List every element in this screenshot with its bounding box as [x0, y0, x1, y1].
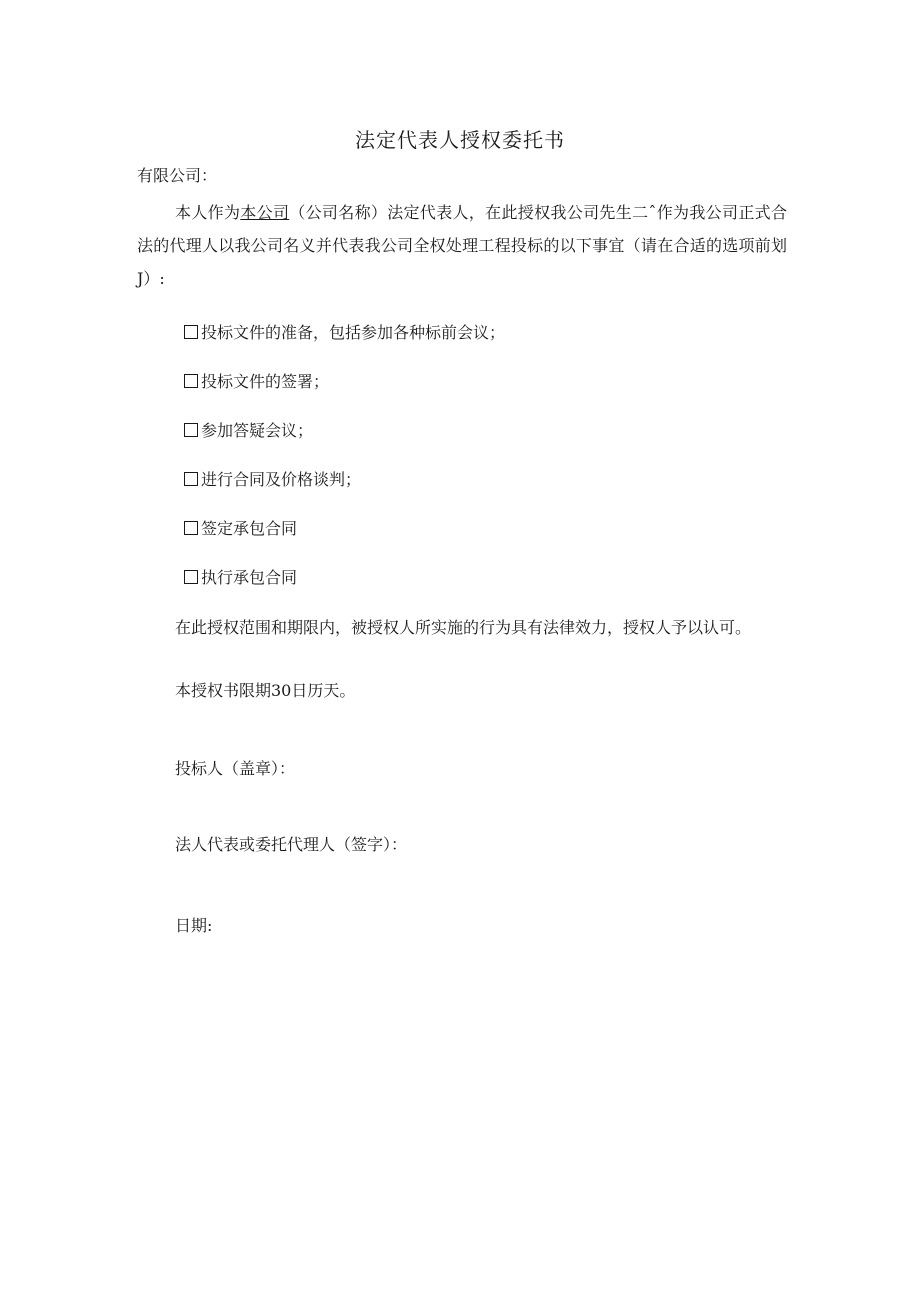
intro-prefix: 本人作为	[175, 203, 241, 222]
intro-suffix: （公司名称）法定代表人，在此授权我公司先生二ˆ作为我公司正式合法的代理人以我公司名义并代表我公司全权处理工程投标的以下事宜（请在合适的选项前划J）:	[137, 203, 787, 288]
signature-line: 法人代表或委托代理人（签字）：	[175, 835, 408, 854]
option-label: 参加答疑会议；	[201, 421, 314, 440]
scope-statement: 在此授权范围和期限内，被授权人所实施的行为具有法律效力，授权人予以认可。	[175, 618, 752, 637]
checkbox-icon[interactable]	[184, 325, 198, 339]
option-label: 执行承包合同	[201, 568, 298, 587]
option-item	[184, 465, 505, 514]
option-item	[184, 416, 505, 465]
checkbox-icon[interactable]	[184, 423, 198, 437]
option-item	[184, 367, 505, 416]
option-label: 进行合同及价格谈判；	[201, 470, 362, 489]
option-item	[184, 318, 505, 367]
bidder-seal-line: 投标人（盖章）：	[175, 759, 296, 778]
checkbox-icon[interactable]	[184, 521, 198, 535]
checkbox-icon[interactable]	[184, 570, 198, 584]
option-item	[184, 514, 505, 563]
option-item	[184, 563, 505, 612]
authorization-options	[184, 318, 505, 612]
option-label: 投标文件的准备，包括参加各种标前会议；	[201, 323, 506, 342]
checkbox-icon[interactable]	[184, 472, 198, 486]
date-line: 日期:	[175, 916, 213, 935]
addressee: 有限公司：	[137, 166, 218, 185]
option-label: 投标文件的签署；	[201, 372, 330, 391]
document-title: 法定代表人授权委托书	[355, 128, 565, 152]
company-name-underlined: 本公司	[240, 203, 290, 222]
intro-paragraph	[137, 196, 787, 295]
option-label: 签定承包合同	[201, 519, 298, 538]
checkbox-icon[interactable]	[184, 374, 198, 388]
validity-statement: 本授权书限期30日历天。	[175, 681, 356, 700]
